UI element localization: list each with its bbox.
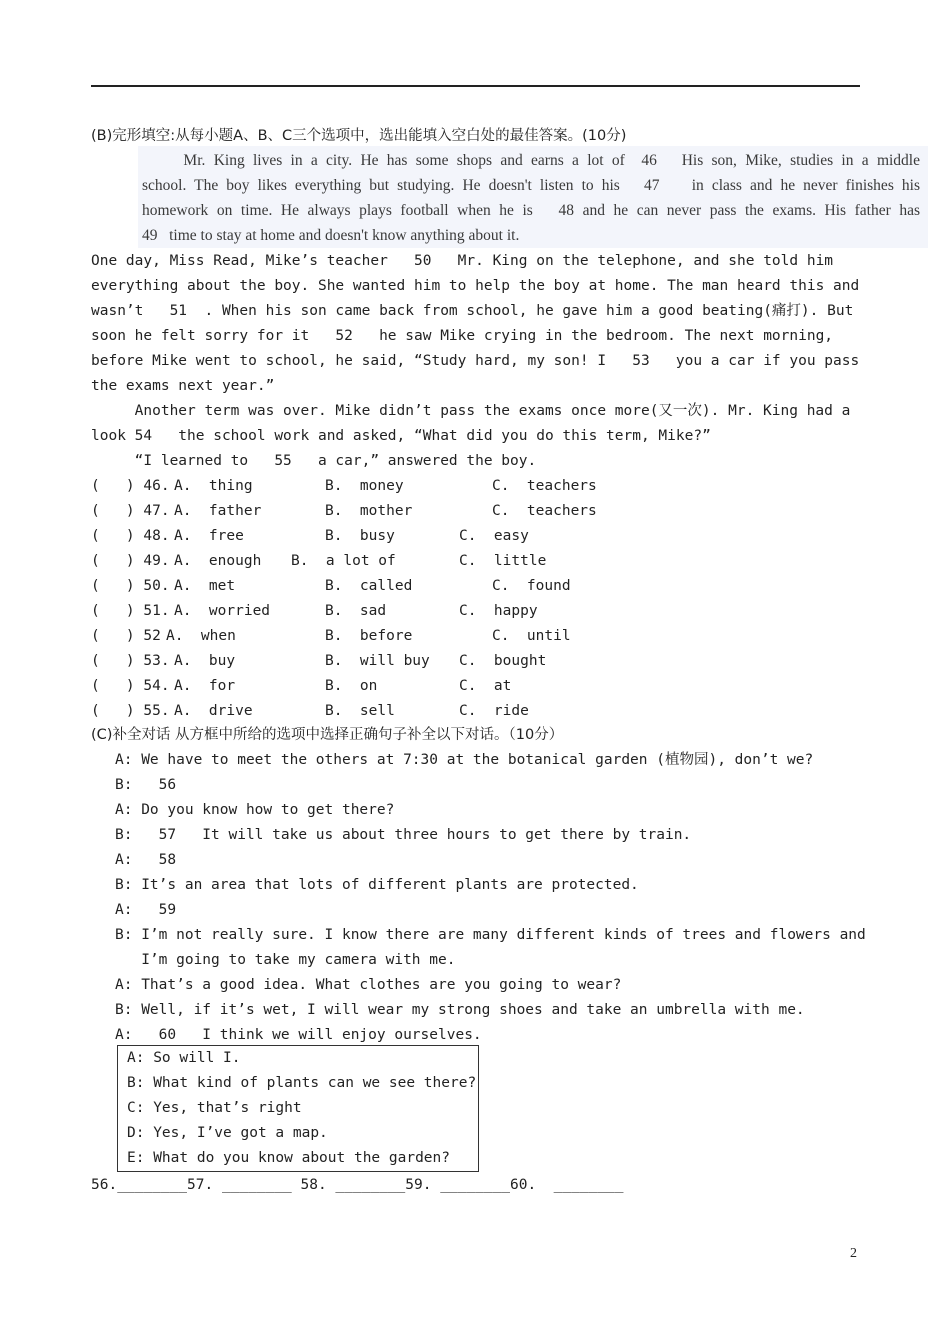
option-b: B. busy	[325, 528, 395, 544]
dialogue-line: A: 59	[115, 902, 194, 918]
option-c: C. bought	[459, 653, 547, 669]
passage-line-8: look 54 the school work and asked, “What did you do this term, Mike?”	[91, 428, 711, 444]
box-option-d: D: Yes, I’ve got a map.	[127, 1125, 328, 1141]
option-b: B. sad	[325, 603, 387, 619]
question-number: ( ) 54.	[91, 678, 170, 694]
question-number: ( ) 55.	[91, 703, 170, 719]
dialogue-line: B: 56	[115, 777, 194, 793]
section-c-heading: (C)补全对话 从方框中所给的选项中选择正确句子补全以下对话。（10分）	[91, 727, 564, 743]
box-option-e: E: What do you know about the garden?	[127, 1150, 451, 1166]
option-a: A. enough	[174, 553, 262, 569]
option-b: B. will buy	[325, 653, 430, 669]
scanned-line-2: school. The boy likes everything but studying. He doesn't listen to his 47 in class and he never finishes his	[142, 177, 920, 194]
dialogue-line: A: That’s a good idea. What clothes are you going to wear?	[115, 977, 622, 993]
option-a: A. for	[174, 678, 236, 694]
question-number: ( ) 48.	[91, 528, 170, 544]
scanned-passage-block	[138, 146, 928, 248]
passage-line-4: soon he felt sorry for it 52 he saw Mike crying in the bedroom. The next morning,	[91, 328, 834, 344]
box-option-a: A: So will I.	[127, 1050, 241, 1066]
box-option-b: B: What kind of plants can we see there?	[127, 1075, 477, 1091]
scanned-line-1: Mr. King lives in a city. He has some shops and earns a lot of 46 His son, Mike, studies in a middle	[142, 152, 920, 169]
option-c: C. easy	[459, 528, 529, 544]
dialogue-line: A: 58	[115, 852, 194, 868]
question-number: ( ) 50.	[91, 578, 170, 594]
page-number: 2	[850, 1246, 857, 1261]
passage-line-3: wasn’t 51 . When his son came back from school, he gave him a good beating(痛打). But	[91, 303, 854, 319]
options-box	[117, 1045, 479, 1172]
option-b: B. money	[325, 478, 404, 494]
question-number: ( ) 47.	[91, 503, 170, 519]
option-c: C. happy	[459, 603, 538, 619]
passage-line-9: “I learned to 55 a car,” answered the boy.	[91, 453, 537, 469]
question-number: ( ) 52	[91, 628, 161, 644]
question-number: ( ) 49.	[91, 553, 170, 569]
passage-line-6: the exams next year.”	[91, 378, 275, 394]
dialogue-line: B: It’s an area that lots of different plants are protected.	[115, 877, 639, 893]
header-rule	[91, 85, 860, 87]
option-b: B. a lot of	[291, 553, 396, 569]
passage-line-7: Another term was over. Mike didn’t pass the exams once more(又一次). Mr. King had a	[91, 403, 851, 419]
option-b: B. sell	[325, 703, 395, 719]
option-b: B. mother	[325, 503, 413, 519]
option-a: A. when	[166, 628, 236, 644]
passage-line-1: One day, Miss Read, Mike’s teacher 50 Mr. King on the telephone, and she told him	[91, 253, 834, 269]
option-b: B. called	[325, 578, 413, 594]
dialogue-line: I’m going to take my camera with me.	[115, 952, 456, 968]
question-number: ( ) 46.	[91, 478, 170, 494]
dialogue-line: A: Do you know how to get there?	[115, 802, 395, 818]
box-option-c: C: Yes, that’s right	[127, 1100, 302, 1116]
scanned-line-3: homework on time. He always plays football when he is 48 and he can never pass the exams. His father has	[142, 202, 920, 219]
option-c: C. until	[492, 628, 571, 644]
passage-line-2: everything about the boy. She wanted him to help the boy at home. The man heard this and	[91, 278, 860, 294]
option-b: B. before	[325, 628, 413, 644]
option-c: C. teachers	[492, 503, 597, 519]
option-b: B. on	[325, 678, 378, 694]
question-number: ( ) 53.	[91, 653, 170, 669]
answer-line: 56.________57. ________ 58. ________59. ________60. ________	[91, 1177, 624, 1193]
dialogue-line: B: Well, if it’s wet, I will wear my strong shoes and take an umbrella with me.	[115, 1002, 805, 1018]
option-c: C. ride	[459, 703, 529, 719]
option-c: C. teachers	[492, 478, 597, 494]
scanned-line-4: 49 time to stay at home and doesn't know anything about it.	[142, 227, 520, 244]
option-a: A. father	[174, 503, 262, 519]
dialogue-line: A: 60 I think we will enjoy ourselves.	[115, 1027, 482, 1043]
question-number: ( ) 51.	[91, 603, 170, 619]
dialogue-line: B: 57 It will take us about three hours to get there by train.	[115, 827, 692, 843]
option-c: C. at	[459, 678, 512, 694]
option-a: A. met	[174, 578, 236, 594]
option-a: A. free	[174, 528, 244, 544]
option-a: A. buy	[174, 653, 236, 669]
option-a: A. thing	[174, 478, 253, 494]
section-b-heading: (B)完形填空:从每小题A、B、C三个选项中，选出能填入空白处的最佳答案。(10分)	[91, 128, 627, 144]
option-a: A. drive	[174, 703, 253, 719]
dialogue-line: A: We have to meet the others at 7:30 at the botanical garden (植物园), don’t we?	[115, 752, 814, 768]
option-c: C. found	[492, 578, 571, 594]
passage-line-5: before Mike went to school, he said, “Study hard, my son! I 53 you a car if you pass	[91, 353, 860, 369]
option-a: A. worried	[174, 603, 271, 619]
option-c: C. little	[459, 553, 547, 569]
dialogue-line: B: I’m not really sure. I know there are many different kinds of trees and flowers and	[115, 927, 866, 943]
